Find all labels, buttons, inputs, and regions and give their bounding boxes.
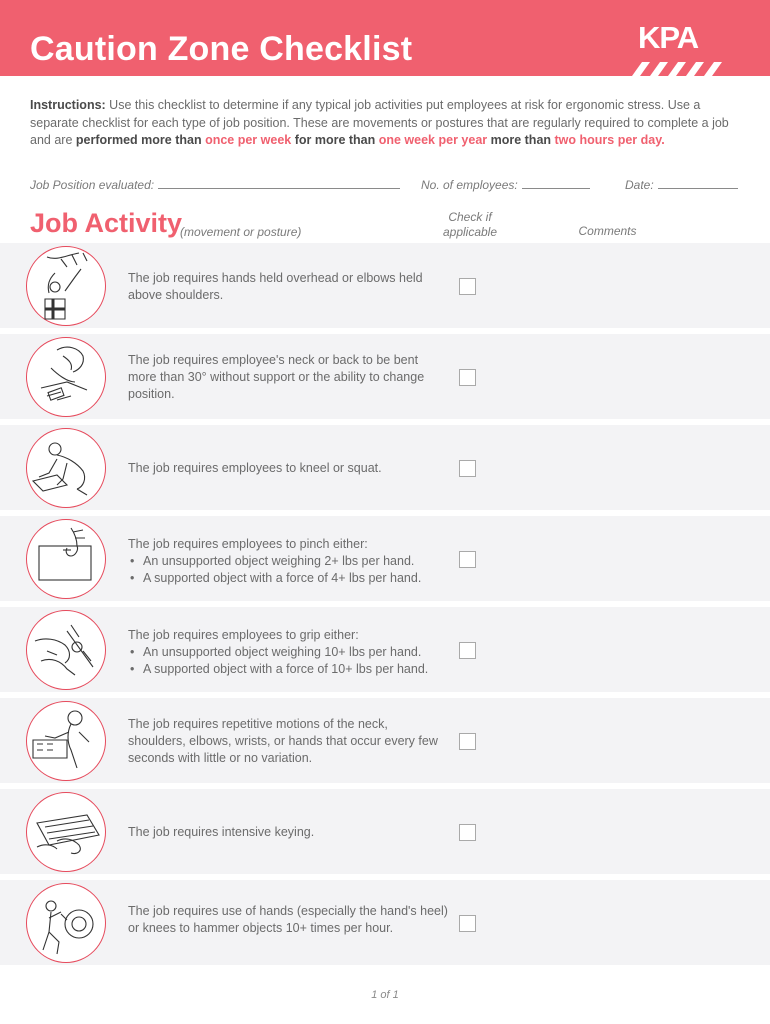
date-line[interactable] (658, 177, 738, 189)
row-description (128, 824, 448, 841)
instructions-paragraph (30, 97, 742, 150)
checklist-row (0, 698, 770, 783)
performed-text: performed more than (75, 133, 202, 147)
row-bullet: • A supported object with a force of 4+ lbs per hand. (128, 570, 448, 587)
logo-stripes-icon (628, 60, 728, 76)
instructions-text: Use this checklist to determine if any typical job activities put employees at risk for ergonomic stress. Use a separate checklist for each type of job position. These are movements or postures that are regularly required to complete a job and are (30, 98, 729, 147)
checklist-row (0, 880, 770, 965)
row-text: The job requires employee's neck or back to be bent more than 30° without support or the ability to change position. (128, 353, 425, 401)
checklist-row (0, 243, 770, 328)
job-position-field[interactable] (30, 177, 400, 192)
applicable-checkbox[interactable] (459, 460, 476, 477)
checklist-row (0, 789, 770, 874)
check-header-line1: Check if (448, 210, 492, 224)
row-bullet: • An unsupported object weighing 10+ lbs per hand. (128, 644, 448, 661)
row-text: The job requires hands held overhead or elbows held above shoulders. (128, 271, 423, 302)
row-description (128, 352, 448, 403)
row-description (128, 716, 448, 767)
date-field[interactable] (625, 177, 738, 192)
row-description (128, 270, 448, 304)
row-bullet: • A supported object with a force of 10+ lbs per hand. (128, 661, 448, 678)
two-hours-per-day-text: two hours per day. (551, 133, 665, 147)
applicable-checkbox[interactable] (459, 369, 476, 386)
row-text: The job requires employees to kneel or squat. (128, 461, 382, 475)
checklist-row (0, 607, 770, 692)
job-position-label: Job Position evaluated: (30, 178, 155, 192)
page-number: 1 of 1 (371, 989, 399, 1001)
employees-label: No. of employees: (421, 178, 518, 192)
hammer-icon (26, 883, 106, 963)
row-bullets (128, 644, 448, 678)
row-description (128, 460, 448, 477)
repetitive-motion-icon (26, 701, 106, 781)
check-column-header (430, 210, 510, 240)
comments-cell[interactable] (486, 243, 770, 328)
checklist-row (0, 334, 770, 419)
checklist-row (0, 516, 770, 601)
row-text: The job requires intensive keying. (128, 825, 315, 839)
date-label: Date: (625, 178, 654, 192)
job-activity-subtitle: (movement or posture) (180, 225, 302, 239)
logo-text: KPA (638, 20, 699, 55)
comments-cell[interactable] (486, 516, 770, 601)
row-description (128, 536, 448, 587)
checklist-row (0, 425, 770, 510)
applicable-checkbox[interactable] (459, 642, 476, 659)
employees-field[interactable] (421, 177, 590, 192)
check-header-line2: applicable (442, 225, 498, 239)
row-description (128, 903, 448, 937)
comments-cell[interactable] (486, 607, 770, 692)
power-grip-icon (26, 610, 106, 690)
overhead-reach-icon (26, 246, 106, 326)
row-text: The job requires employees to pinch either: (128, 537, 368, 551)
keyboard-icon (26, 792, 106, 872)
comments-cell[interactable] (486, 425, 770, 510)
comments-cell[interactable] (486, 880, 770, 965)
comments-cell[interactable] (486, 698, 770, 783)
for-more-than-text: for more than (294, 133, 376, 147)
employees-line[interactable] (522, 177, 590, 189)
job-position-line[interactable] (158, 177, 400, 189)
comments-cell[interactable] (486, 789, 770, 874)
one-week-per-year-text: one week per year (375, 133, 491, 147)
page-title: Caution Zone Checklist (30, 30, 413, 68)
row-text: The job requires use of hands (especially the hand's heel) or knees to hammer objects 10+ times per hour. (128, 904, 448, 935)
bent-back-icon (26, 337, 106, 417)
applicable-checkbox[interactable] (459, 824, 476, 841)
row-text: The job requires repetitive motions of the neck, shoulders, elbows, wrists, or hands that occur every few seconds with little or no variation. (128, 717, 438, 765)
more-than-text: more than (490, 133, 552, 147)
kpa-logo (628, 20, 728, 76)
instructions-label: Instructions: (30, 98, 106, 112)
applicable-checkbox[interactable] (459, 278, 476, 295)
kneel-squat-icon (26, 428, 106, 508)
applicable-checkbox[interactable] (459, 733, 476, 750)
row-bullet: • An unsupported object weighing 2+ lbs per hand. (128, 553, 448, 570)
row-description (128, 627, 448, 678)
job-activity-heading: Job Activity (30, 208, 183, 238)
applicable-checkbox[interactable] (459, 551, 476, 568)
once-per-week-text: once per week (201, 133, 295, 147)
header-banner (0, 0, 770, 76)
pinch-grip-icon (26, 519, 106, 599)
applicable-checkbox[interactable] (459, 915, 476, 932)
comments-cell[interactable] (486, 334, 770, 419)
row-text: The job requires employees to grip either: (128, 628, 359, 642)
comments-column-header: Comments (578, 224, 637, 238)
row-bullets (128, 553, 448, 587)
